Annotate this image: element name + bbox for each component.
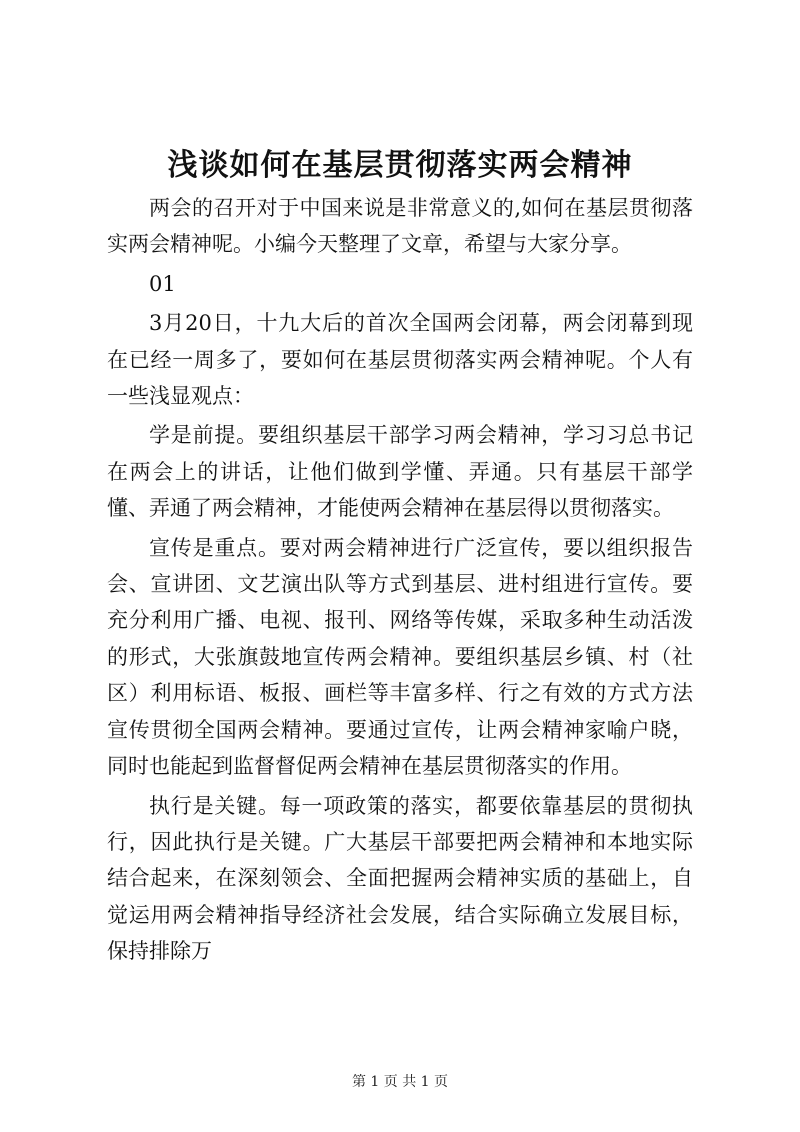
document-body [107, 190, 693, 973]
paragraph-date: 3月20日，十九大后的首次全国两会闭幕，两会闭幕到现在已经一周多了，要如何在基层贯彻落实两会精神呢。个人有一些浅显观点： [107, 311, 693, 409]
paragraph-study: 学是前提。要组织基层干部学习两会精神，学习习总书记在两会上的讲话，让他们做到学懂、弄通。只有基层干部学懂、弄通了两会精神，才能使两会精神在基层得以贯彻落实。 [107, 423, 693, 521]
paragraph-intro: 两会的召开对于中国来说是非常意义的,如何在基层贯彻落实两会精神呢。小编今天整理了文章，希望与大家分享。 [107, 196, 693, 257]
document-title: 浅谈如何在基层贯彻落实两会精神 [167, 148, 633, 183]
paragraph-execution: 执行是关键。每一项政策的落实，都要依靠基层的贯彻执行，因此执行是关键。广大基层干部要把两会精神和本地实际结合起来，在深刻领会、全面把握两会精神实质的基础上，自觉运用两会精神指导经济社会发展，结合实际确立发展目标，保持排除万 [107, 793, 693, 964]
paragraph-publicity: 宣传是重点。要对两会精神进行广泛宣传，要以组织报告会、宣讲团、文艺演出队等方式到基层、进村组进行宣传。要充分利用广播、电视、报刊、网络等传媒，采取多种生动活泼的形式，大张旗鼓地宣传两会精神。要组织基层乡镇、村（社区）利用标语、板报、画栏等丰富多样、行之有效的方式方法宣传贯彻全国两会精神。要通过宣传，让两会精神家喻户晓，同时也能起到监督督促两会精神在基层贯彻落实的作用。 [107, 535, 693, 779]
page-footer: 第 1 页 共 1 页 [351, 1074, 449, 1090]
section-number: 01 [149, 271, 176, 296]
